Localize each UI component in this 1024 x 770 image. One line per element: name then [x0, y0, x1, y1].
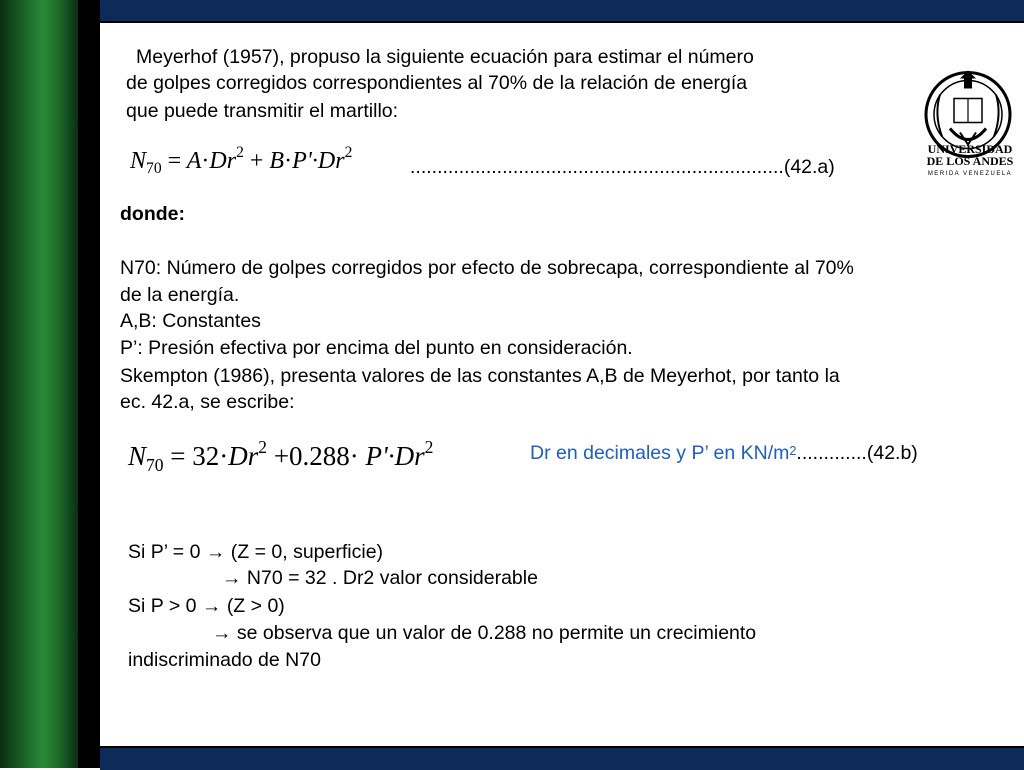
- equation-42b-ref: .............(42.b): [796, 442, 918, 464]
- equation-42a-ref: .....................................................................(42.a): [410, 156, 835, 178]
- intro-line-1: Meyerhof (1957), propuso la siguiente ecuación para estimar el número: [136, 46, 754, 68]
- left-green-bar: [0, 0, 78, 768]
- logo-name-line-2: DE LOS ANDES: [926, 154, 1014, 168]
- def-n70-line-2: de la energía.: [120, 284, 240, 306]
- skempton-line-2: ec. 42.a, se escribe:: [120, 391, 295, 413]
- def-p: P’: Presión efectiva por encima del punto en consideración.: [120, 337, 633, 359]
- intro-line-3: que puede transmitir el martillo:: [126, 100, 399, 122]
- def-ab: A,B: Constantes: [120, 310, 261, 332]
- equation-42b: $N_{70} = 32\cdot Dr^2 +0.288\cdot P'\cdot Dr^2$: [128, 436, 434, 476]
- donde-heading: donde:: [120, 203, 185, 225]
- left-black-bar: [78, 0, 100, 768]
- skempton-line-1: Skempton (1986), presenta valores de las constantes A,B de Meyerhot, por tanto la: [120, 365, 840, 387]
- def-n70-line-1: N70: Número de golpes corregidos por efecto de sobrecapa, correspondiente al 70%: [120, 257, 854, 279]
- top-band: [100, 0, 1024, 23]
- equation-42b-note: [530, 441, 918, 466]
- logo-name-line-1: UNIVERSIDAD: [927, 142, 1013, 156]
- bottom-band: [100, 746, 1024, 770]
- case-2-result-line-2: indiscriminado de N70: [128, 649, 321, 671]
- equation-42a: $N_{70} = A\cdot Dr^2 + B\cdot P'\cdot Dr^2$: [130, 144, 353, 178]
- logo-location: MERIDA VENEZUELA: [927, 171, 1013, 177]
- logo-wordmark: [920, 143, 1020, 167]
- case-1-result: → N70 = 32 . Dr2 valor considerable: [222, 567, 538, 589]
- units-note-exponent: 2: [789, 444, 797, 458]
- case-2-result-line-1: → se observa que un valor de 0.288 no permite un crecimiento: [212, 622, 757, 644]
- intro-line-2: de golpes corregidos correspondientes al 70% de la relación de energía: [126, 72, 748, 94]
- case-1: Si P’ = 0 → (Z = 0, superficie): [128, 541, 384, 563]
- units-note: Dr en decimales y P’ en KN/m: [530, 442, 790, 464]
- case-2: Si P > 0 → (Z > 0): [128, 595, 285, 617]
